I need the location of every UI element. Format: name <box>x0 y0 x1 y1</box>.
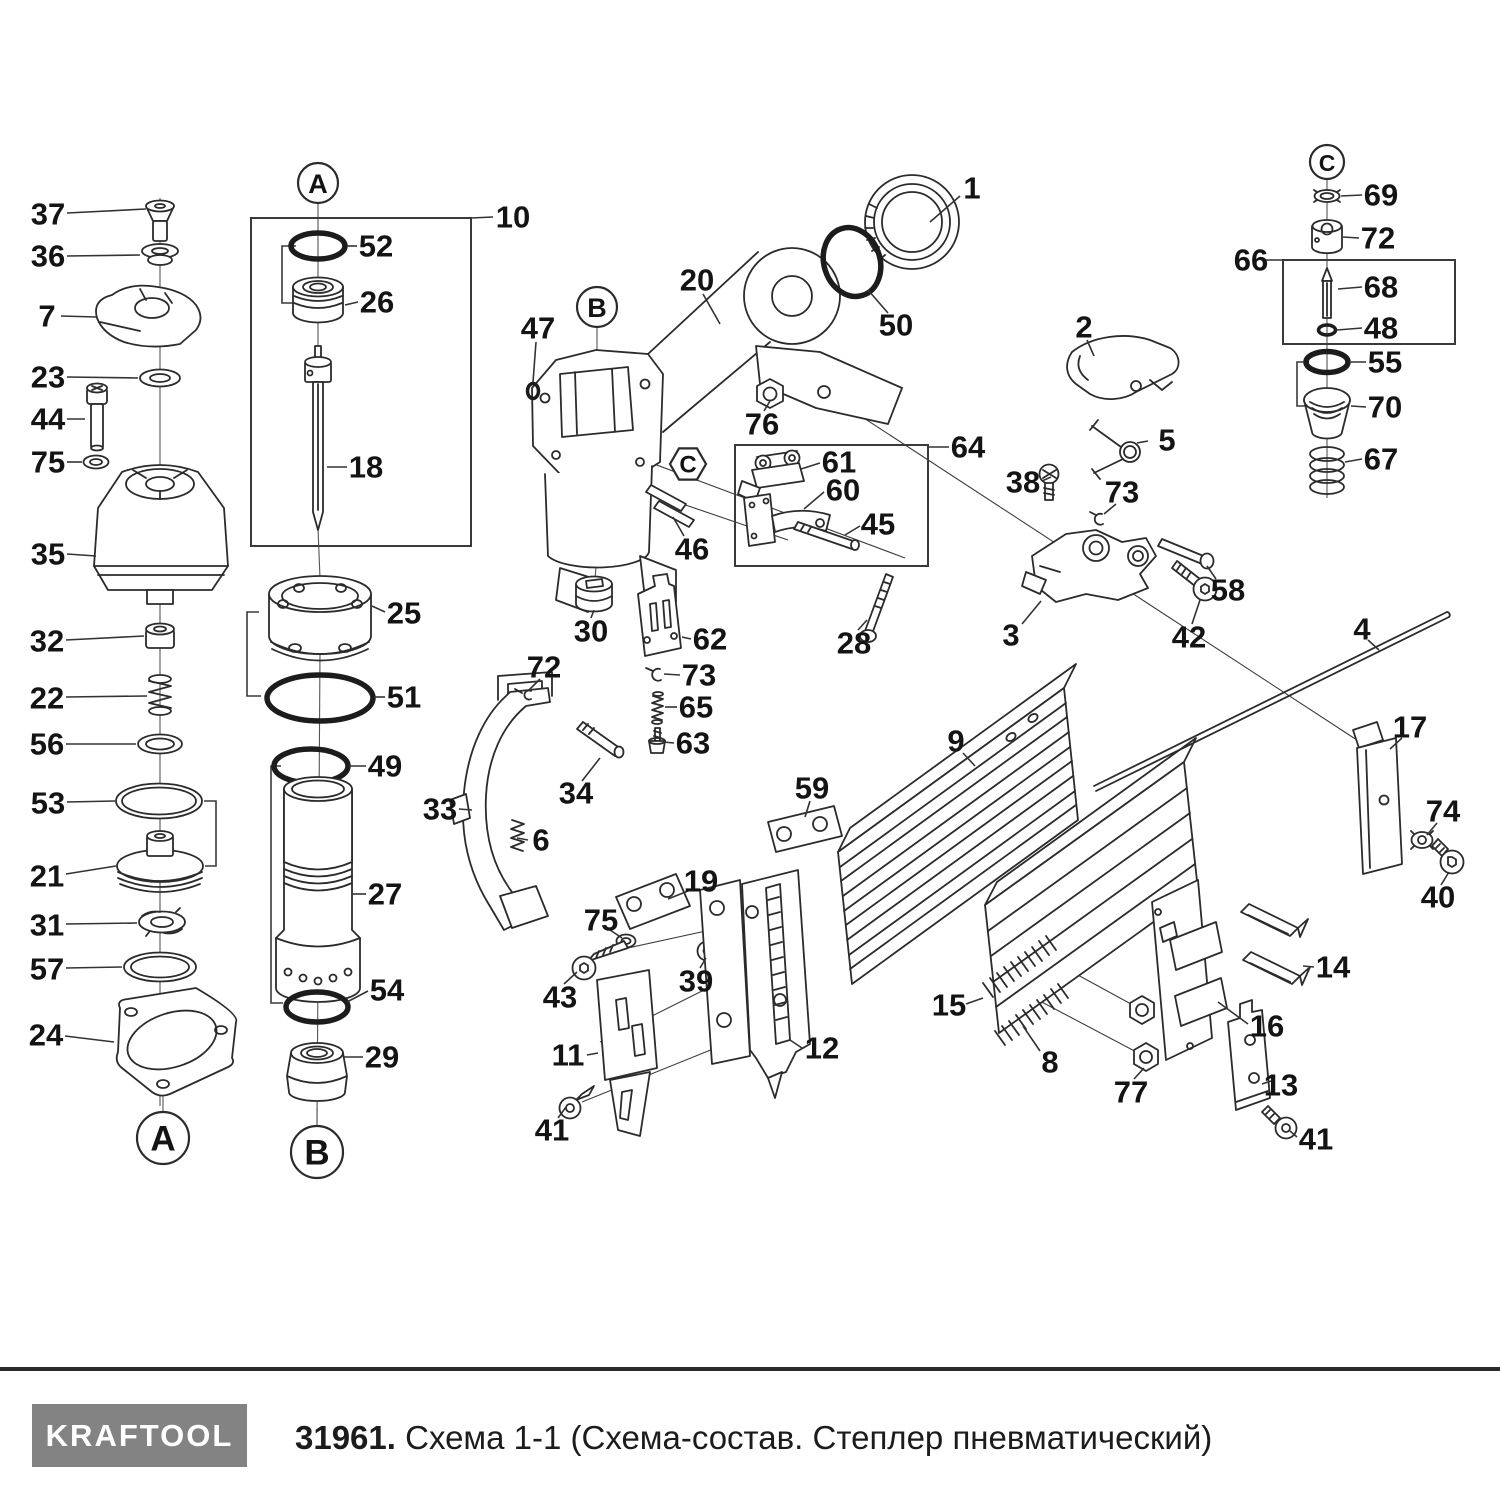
part-number-18: 18 <box>348 449 384 485</box>
part-72-cap-right <box>1312 220 1342 253</box>
part-label-23 <box>31 360 138 395</box>
part-73-clip-left <box>646 668 661 681</box>
detail-marker-B <box>577 287 617 327</box>
part-number-68: 68 <box>1363 269 1399 305</box>
part-41-screw-right <box>1262 1106 1297 1139</box>
leader-line-61 <box>801 463 820 469</box>
part-label-10 <box>471 200 530 235</box>
part-34-pin <box>577 722 624 758</box>
part-number-56: 56 <box>29 726 65 762</box>
part-25-cylinder-cap <box>269 576 371 661</box>
part-11-latch-plate <box>597 970 657 1136</box>
leader-line-68 <box>1338 287 1362 289</box>
part-56-ring <box>138 735 182 754</box>
part-number-42: 42 <box>1171 619 1207 655</box>
part-label-39 <box>679 958 713 999</box>
footer-divider <box>0 1367 1500 1371</box>
part-22-spring <box>149 675 171 715</box>
marker-letter-A: A <box>150 1119 176 1159</box>
part-label-21 <box>30 859 116 894</box>
leader-line-69 <box>1341 195 1362 196</box>
part-number-6: 6 <box>532 822 550 858</box>
part-number-36: 36 <box>30 238 66 274</box>
part-24-gasket <box>117 988 237 1096</box>
part-label-76 <box>745 401 779 442</box>
part-58-pin <box>1158 539 1214 569</box>
part-label-18 <box>327 450 383 485</box>
part-number-24: 24 <box>28 1017 64 1053</box>
part-label-48 <box>1337 311 1398 346</box>
part-label-26 <box>345 285 394 320</box>
part-number-22: 22 <box>29 680 65 716</box>
part-number-20: 20 <box>679 262 715 298</box>
part-label-6 <box>517 823 550 858</box>
part-label-77 <box>1114 1068 1148 1110</box>
part-label-15 <box>932 988 983 1023</box>
part-label-63 <box>663 726 710 761</box>
part-number-5: 5 <box>1158 422 1176 458</box>
leader-line-35 <box>67 554 96 556</box>
part-label-51 <box>374 680 421 715</box>
leader-line-10 <box>471 217 493 218</box>
part-number-65: 65 <box>678 689 714 725</box>
part-number-60: 60 <box>825 472 861 508</box>
detail-marker-B <box>291 1126 343 1178</box>
part-number-77: 77 <box>1113 1074 1149 1110</box>
part-label-25 <box>372 596 421 631</box>
part-number-7: 7 <box>38 298 56 334</box>
part-number-62: 62 <box>692 621 728 657</box>
part-label-40 <box>1421 872 1455 915</box>
part-label-58 <box>1207 566 1245 608</box>
part-label-62 <box>682 622 727 657</box>
part-number-48: 48 <box>1363 310 1399 346</box>
part-27-cylinder <box>276 777 360 1002</box>
part-label-56 <box>30 727 136 762</box>
part-label-42 <box>1172 600 1206 655</box>
part-number-11: 11 <box>551 1037 585 1073</box>
leader-line-36 <box>67 255 140 256</box>
part-14-pins <box>1241 904 1310 985</box>
part-number-47: 47 <box>520 310 556 346</box>
part-number-69: 69 <box>1363 177 1399 213</box>
detail-marker-C <box>670 448 706 479</box>
part-number-73: 73 <box>1104 474 1140 510</box>
part-76-nut <box>757 379 783 408</box>
part-label-75 <box>31 445 82 480</box>
part-65-spring <box>652 692 663 724</box>
leader-line-73 <box>664 674 680 675</box>
leader-line-33 <box>459 809 472 810</box>
part-37-screw <box>146 201 174 242</box>
part-label-29 <box>344 1040 399 1075</box>
part-label-72 <box>527 650 561 691</box>
part-label-35 <box>31 537 96 572</box>
part-number-44: 44 <box>30 401 66 437</box>
part-label-31 <box>30 908 137 943</box>
leader-line-60 <box>804 492 824 509</box>
part-77-nuts <box>1130 996 1158 1071</box>
leader-line-15 <box>966 998 983 1004</box>
part-number-52: 52 <box>358 228 394 264</box>
leader-line-72 <box>1343 237 1359 238</box>
leader-line-25 <box>372 606 385 612</box>
part-43-screw <box>573 941 629 980</box>
part-26-valve-piston <box>293 278 343 323</box>
leader-line-47 <box>533 342 536 382</box>
part-number-1: 1 <box>963 170 981 206</box>
part-23-washer <box>140 370 180 387</box>
part-12-nose-plate <box>700 870 810 1098</box>
part-number-64: 64 <box>950 429 986 465</box>
leader-line-62 <box>682 637 691 639</box>
part-57-ring <box>124 953 196 982</box>
leader-line-14 <box>1303 966 1314 967</box>
detail-marker-A <box>137 1112 189 1164</box>
detail-marker-A <box>298 163 338 203</box>
part-label-49 <box>349 749 402 784</box>
part-69-washer <box>1314 190 1340 202</box>
part-number-21: 21 <box>29 858 65 894</box>
leader-line-8 <box>1023 1026 1040 1051</box>
part-number-17: 17 <box>1392 709 1428 745</box>
part-18-driver-blade <box>305 346 331 530</box>
part-label-70 <box>1351 390 1402 425</box>
part-number-23: 23 <box>30 359 66 395</box>
part-label-69 <box>1341 178 1398 213</box>
part-2-trigger <box>1067 336 1179 399</box>
leader-line-70 <box>1351 406 1366 407</box>
part-number-39: 39 <box>678 963 714 999</box>
part-number-29: 29 <box>364 1039 400 1075</box>
part-number-72: 72 <box>526 649 562 685</box>
part-number-31: 31 <box>29 907 65 943</box>
part-label-8 <box>1023 1026 1059 1080</box>
part-number-67: 67 <box>1363 441 1399 477</box>
part-label-37 <box>31 197 146 232</box>
part-number-51: 51 <box>386 679 422 715</box>
part-number-30: 30 <box>573 613 609 649</box>
leader-line-57 <box>66 967 122 968</box>
part-70-valve-cup <box>1304 388 1350 439</box>
part-30-bumper <box>576 577 612 612</box>
part-number-58: 58 <box>1210 572 1246 608</box>
part-number-50: 50 <box>878 307 914 343</box>
part-75-washer <box>84 456 109 469</box>
part-5-torsion-spring <box>1090 420 1140 479</box>
part-number-4: 4 <box>1353 611 1371 647</box>
brand-logo <box>32 1404 247 1467</box>
part-number-61: 61 <box>821 444 857 480</box>
part-label-14 <box>1303 950 1351 985</box>
leader-line-63 <box>663 742 674 743</box>
part-68-firing-pin <box>1322 268 1332 318</box>
part-label-7 <box>38 299 96 334</box>
part-number-70: 70 <box>1367 389 1403 425</box>
part-44-screw <box>87 384 107 451</box>
part-number-28: 28 <box>836 625 872 661</box>
part-number-34: 34 <box>558 775 594 811</box>
marker-letter-A: A <box>308 169 328 199</box>
part-number-33: 33 <box>422 791 458 827</box>
part-label-74 <box>1426 794 1461 836</box>
leader-line-45 <box>845 526 860 535</box>
part-53-ring <box>116 784 202 819</box>
marker-letter-C: C <box>679 451 697 479</box>
part-label-24 <box>29 1018 114 1053</box>
part-16-bracket <box>1152 880 1227 1060</box>
part-40-screw <box>1432 839 1464 874</box>
part-label-57 <box>30 952 122 987</box>
part-label-36 <box>31 239 140 274</box>
leader-line-11 <box>587 1053 598 1055</box>
part-label-60 <box>804 473 860 510</box>
part-19-plate <box>616 874 690 929</box>
part-number-41: 41 <box>534 1112 570 1148</box>
part-label-32 <box>30 624 144 659</box>
part-21-piston-head <box>117 831 203 892</box>
part-number-76: 76 <box>744 406 780 442</box>
diagram-title <box>295 1418 1212 1458</box>
part-number-12: 12 <box>804 1030 840 1066</box>
part-label-43 <box>543 972 577 1015</box>
part-label-17 <box>1390 710 1427 750</box>
leader-line-3 <box>1022 601 1041 624</box>
part-number-38: 38 <box>1005 464 1041 500</box>
part-33-contact-arm <box>450 672 552 930</box>
part-label-44 <box>31 402 85 437</box>
part-number-45: 45 <box>860 506 896 542</box>
leader-line-20 <box>703 294 720 324</box>
part-32-bushing <box>146 624 174 649</box>
part-label-45 <box>845 507 895 542</box>
detail-marker-C <box>1310 145 1344 179</box>
part-number-63: 63 <box>675 725 711 761</box>
part-label-30 <box>574 610 608 649</box>
part-number-43: 43 <box>542 979 578 1015</box>
leader-line-22 <box>66 696 147 697</box>
part-number-40: 40 <box>1420 879 1456 915</box>
part-label-65 <box>665 690 713 725</box>
part-number-13: 13 <box>1263 1067 1299 1103</box>
part-number-35: 35 <box>30 536 66 572</box>
part-label-50 <box>868 290 913 343</box>
part-label-5 <box>1137 423 1176 458</box>
leader-line-67 <box>1345 459 1362 462</box>
part-60-link-plate <box>744 494 830 546</box>
part-number-59: 59 <box>794 770 830 806</box>
part-number-8: 8 <box>1041 1044 1059 1080</box>
part-number-14: 14 <box>1315 949 1351 985</box>
part-number-10: 10 <box>495 199 531 235</box>
detail-box-10 <box>251 218 471 546</box>
part-number-72: 72 <box>1360 220 1396 256</box>
part-label-75 <box>584 903 622 939</box>
part-36-grommet <box>142 244 178 265</box>
part-number-46: 46 <box>674 531 710 567</box>
part-label-53 <box>31 786 115 821</box>
part-number-27: 27 <box>367 876 403 912</box>
part-number-53: 53 <box>30 785 66 821</box>
leader-line-21 <box>66 866 116 874</box>
diagram-title-text: Схема 1-1 (Схема-состав. Степлер пневматический) <box>395 1419 1213 1456</box>
part-label-28 <box>837 620 871 661</box>
part-number-55: 55 <box>1367 344 1403 380</box>
part-label-41 <box>535 1107 569 1148</box>
part-number-25: 25 <box>386 595 422 631</box>
leader-line-24 <box>65 1036 114 1042</box>
marker-letter-B: B <box>304 1133 330 1173</box>
part-number-75: 75 <box>30 444 66 480</box>
part-number-41: 41 <box>1298 1121 1334 1157</box>
part-73-clip-right <box>1090 512 1103 525</box>
part-label-67 <box>1345 442 1398 477</box>
part-number-15: 15 <box>931 987 967 1023</box>
part-number-66: 66 <box>1233 242 1269 278</box>
part-label-66 <box>1234 243 1283 278</box>
part-3-valve-bracket <box>1022 530 1156 602</box>
part-label-34 <box>559 758 600 811</box>
part-number-75: 75 <box>583 902 619 938</box>
part-label-22 <box>30 681 147 716</box>
part-number-32: 32 <box>29 623 65 659</box>
part-number-49: 49 <box>367 748 403 784</box>
diagram-number: 31961. <box>295 1419 396 1456</box>
part-label-13 <box>1262 1068 1298 1103</box>
part-6-spring <box>511 820 524 851</box>
part-number-9: 9 <box>947 723 965 759</box>
part-74-washer <box>1411 831 1433 849</box>
part-label-68 <box>1338 270 1398 305</box>
part-label-11 <box>552 1038 598 1073</box>
part-label-73 <box>664 658 716 693</box>
leader-line-48 <box>1337 328 1362 330</box>
part-label-72 <box>1343 221 1395 256</box>
part-label-27 <box>353 877 402 912</box>
leader-line-5 <box>1137 441 1148 443</box>
part-number-16: 16 <box>1249 1008 1285 1044</box>
part-number-74: 74 <box>1425 793 1461 829</box>
part-number-3: 3 <box>1002 617 1020 653</box>
leader-line-23 <box>67 377 138 378</box>
part-29-bushing <box>287 1043 347 1101</box>
part-31-washer <box>139 908 185 936</box>
part-label-64 <box>929 430 986 465</box>
part-59-plate <box>768 806 842 852</box>
leader-line-37 <box>67 209 146 213</box>
leader-line-7 <box>61 316 96 317</box>
part-label-55 <box>1349 345 1402 380</box>
part-7-deflector <box>96 286 201 347</box>
brand-logo-text: KRAFTOOL <box>45 1417 234 1453</box>
part-number-19: 19 <box>683 863 719 899</box>
part-number-54: 54 <box>369 972 405 1008</box>
part-35-cap-housing <box>94 465 228 604</box>
part-label-4 <box>1353 612 1379 651</box>
part-number-2: 2 <box>1075 309 1093 345</box>
marker-letter-C: C <box>1318 150 1336 176</box>
part-label-73 <box>1104 475 1139 515</box>
marker-letter-B: B <box>587 293 607 323</box>
part-number-37: 37 <box>30 196 66 232</box>
leader-line-31 <box>66 923 137 924</box>
leader-line-53 <box>67 801 115 802</box>
leader-line-32 <box>66 636 144 640</box>
part-label-3 <box>1002 601 1041 653</box>
part-61-bracket <box>738 451 804 503</box>
part-number-73: 73 <box>681 657 717 693</box>
part-number-26: 26 <box>359 284 395 320</box>
part-38-screw <box>1040 465 1059 501</box>
part-63-screw <box>649 728 665 753</box>
part-number-57: 57 <box>29 951 65 987</box>
part-label-20 <box>680 263 720 325</box>
part-label-52 <box>347 229 393 264</box>
leader-line-26 <box>345 302 358 305</box>
